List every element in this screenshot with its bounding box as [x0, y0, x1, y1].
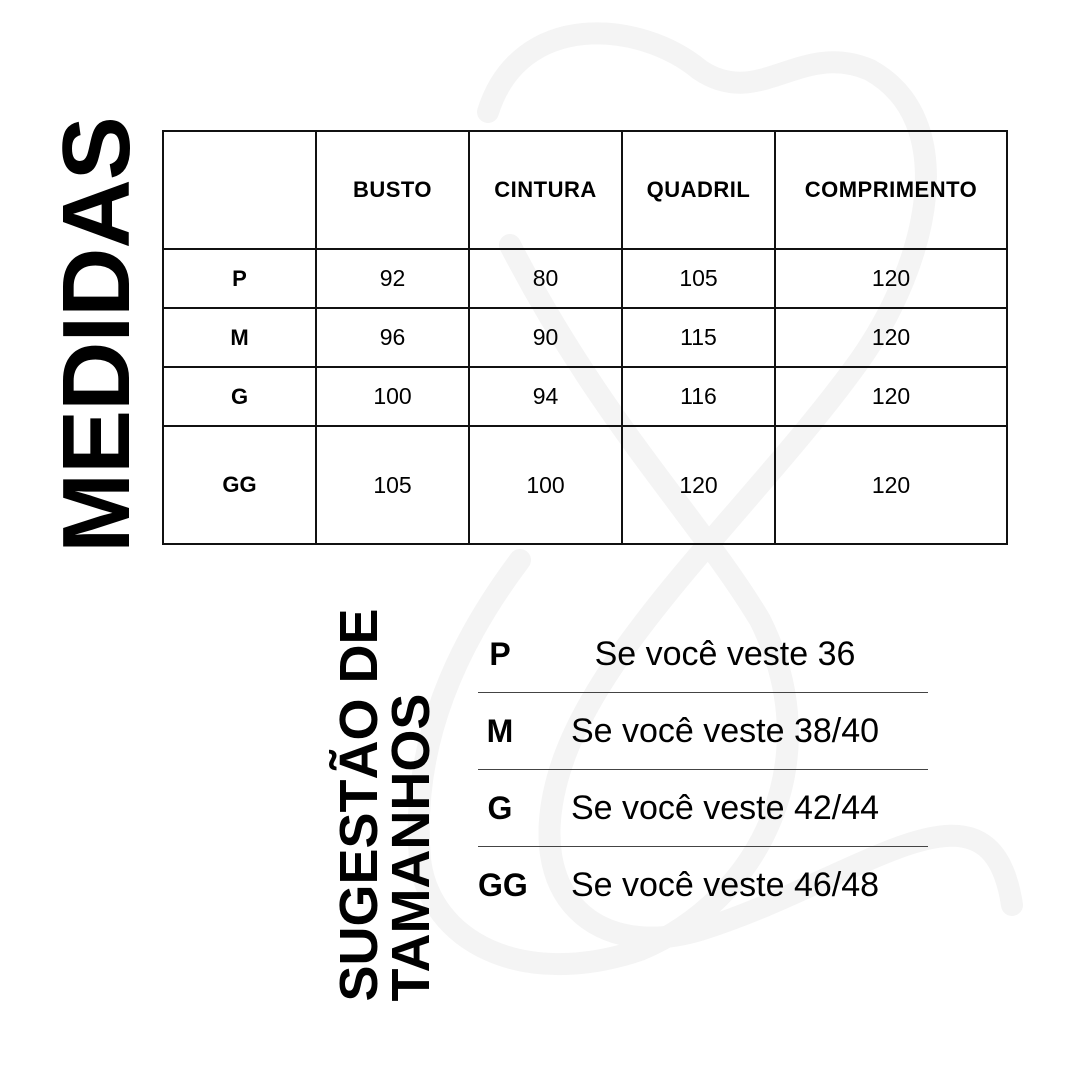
comprimento-value: 120 — [775, 367, 1007, 426]
busto-value: 92 — [316, 249, 469, 308]
busto-value: 105 — [316, 426, 469, 544]
suggestion-text: Se você veste 38/40 — [570, 711, 880, 750]
suggestion-size: GG — [478, 866, 528, 903]
suggestion-size: G — [487, 789, 513, 826]
list-item — [478, 847, 928, 923]
quadril-value: 115 — [622, 308, 775, 367]
header-comprimento: COMPRIMENTO — [775, 131, 1007, 249]
cintura-value: 94 — [469, 367, 622, 426]
quadril-value: 116 — [622, 367, 775, 426]
size-suggestion-list — [478, 616, 928, 923]
table-header-row — [163, 131, 1007, 249]
size-label: GG — [163, 426, 316, 544]
suggestion-size: M — [486, 712, 514, 749]
comprimento-value: 120 — [775, 426, 1007, 544]
suggestion-title-vertical — [330, 600, 440, 1010]
cintura-value: 100 — [469, 426, 622, 544]
list-item — [478, 770, 928, 847]
suggestion-title-line2: TAMANHOS — [381, 693, 441, 1002]
busto-value: 100 — [316, 367, 469, 426]
list-item — [478, 693, 928, 770]
suggestion-text: Se você veste 46/48 — [570, 865, 880, 904]
size-label: P — [163, 249, 316, 308]
header-quadril: QUADRIL — [622, 131, 775, 249]
list-item — [478, 616, 928, 693]
size-label: G — [163, 367, 316, 426]
header-empty — [163, 131, 316, 249]
table-row — [163, 426, 1007, 544]
table-row — [163, 249, 1007, 308]
table-row — [163, 308, 1007, 367]
header-busto: BUSTO — [316, 131, 469, 249]
suggestion-text: Se você veste 36 — [594, 634, 856, 673]
quadril-value: 120 — [622, 426, 775, 544]
page-title-vertical — [43, 117, 150, 553]
suggestion-size: P — [489, 635, 511, 672]
table-row — [163, 367, 1007, 426]
busto-value: 96 — [316, 308, 469, 367]
page-title: MEDIDAS — [43, 117, 150, 553]
cintura-value: 90 — [469, 308, 622, 367]
suggestion-title-line1: SUGESTÃO DE — [329, 608, 389, 1002]
suggestion-text: Se você veste 42/44 — [570, 788, 880, 827]
comprimento-value: 120 — [775, 249, 1007, 308]
quadril-value: 105 — [622, 249, 775, 308]
comprimento-value: 120 — [775, 308, 1007, 367]
cintura-value: 80 — [469, 249, 622, 308]
header-cintura: CINTURA — [469, 131, 622, 249]
measurements-table — [162, 130, 1008, 545]
size-label: M — [163, 308, 316, 367]
